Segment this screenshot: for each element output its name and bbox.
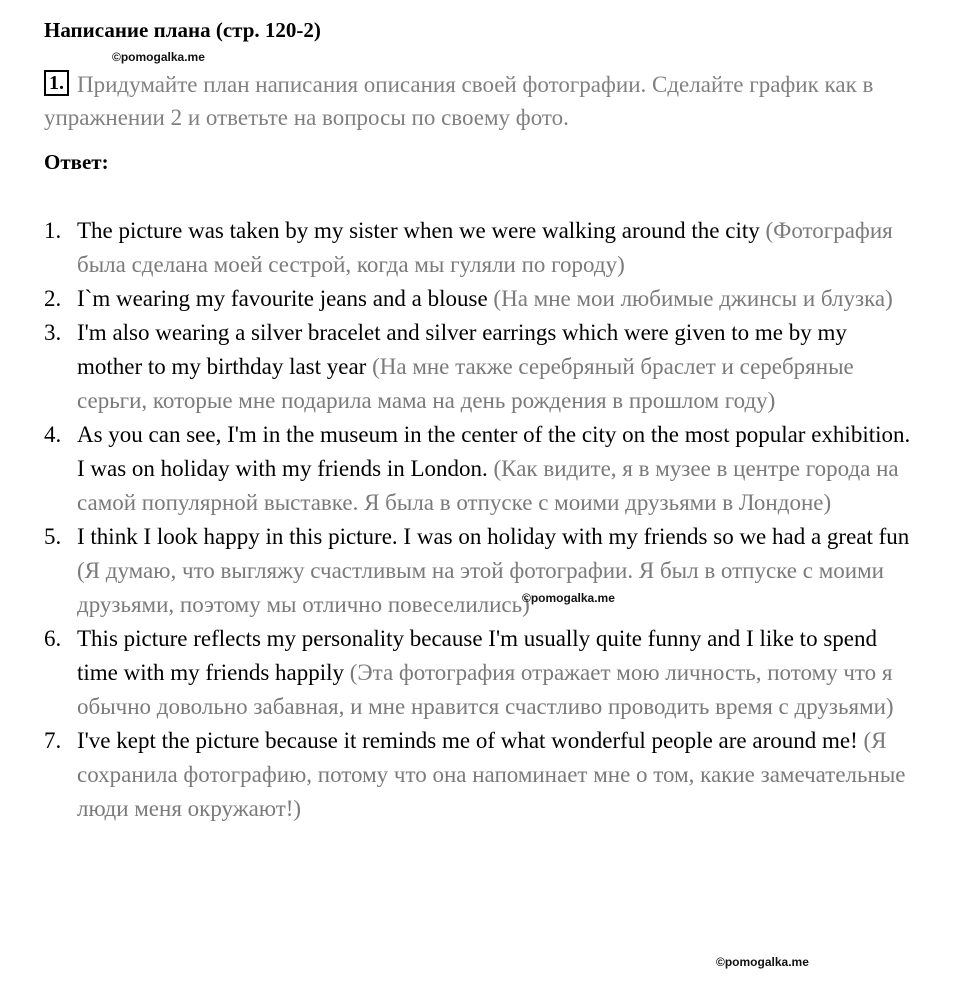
list-item [44,622,912,724]
item-number: 6. [44,626,62,651]
item-english-text: I`m wearing my favourite jeans and a blouse [77,286,488,311]
item-russian-translation: (На мне мои любимые джинсы и блузка) [493,286,893,311]
item-russian-translation: (Я думаю, что выгляжу счастливым на этой фотографии. Я был в отпуске с моими друзьями, поэтому мы отлично повеселились) [77,558,884,617]
item-number: 1. [44,218,62,243]
item-russian-translation: (Как видите, я в музее в центре города на самой популярной выставке. Я была в отпуске с моими друзьями в Лондоне) [77,456,899,515]
item-english-text: As you can see, I'm in the museum in the center of the city on the most popular exhibition. I was on holiday with my friends in London. [77,422,911,481]
item-russian-translation: (Эта фотография отражает мою личность, потому что я обычно довольно забавная, и мне нравится счастливо проводить время с друзьями) [77,660,894,719]
item-english-text: This picture reflects my personality because I'm usually quite funny and I like to spend time with my friends happily [77,626,877,685]
item-english-text: The picture was taken by my sister when we were walking around the city [77,218,760,243]
item-number: 5. [44,524,62,549]
task-number-box: 1. [44,70,69,96]
item-number: 2. [44,286,62,311]
item-number: 7. [44,728,62,753]
task-statement [44,68,924,134]
item-russian-translation: (На мне также серебряный браслет и серебряные серьги, которые мне подарила мама на день рождения в прошлом году) [77,354,854,413]
item-english-text: I've kept the picture because it reminds me of what wonderful people are around me! [77,728,858,753]
item-number: 4. [44,422,62,447]
answer-label: Ответ: [44,150,109,174]
item-english-text: I'm also wearing a silver bracelet and silver earrings which were given to me by my mother to my birthday last year [77,320,847,379]
task-text: Придумайте план написания описания своей фотографии. Сделайте график как в упражнении 2 и ответьте на вопросы по своему фото. [44,72,874,130]
item-russian-translation: (Я сохранила фотографию, потому что она напоминает мне о том, какие замечательные люди меня окружают!) [77,728,906,821]
list-item [44,316,912,418]
list-item [44,418,912,520]
watermark: ©pomogalka.me [112,50,205,64]
list-item [44,724,912,826]
page-title: Написание плана (стр. 120-2) [44,18,321,42]
list-item [44,520,912,622]
list-item [44,214,912,282]
watermark: ©pomogalka.me [522,591,615,605]
list-item [44,282,912,316]
answer-list [44,214,912,826]
watermark: ©pomogalka.me [716,955,809,969]
item-russian-translation: (Фотография была сделана моей сестрой, когда мы гуляли по городу) [77,218,893,277]
item-english-text: I think I look happy in this picture. I was on holiday with my friends so we had a great fun [77,524,910,549]
item-number: 3. [44,320,62,345]
